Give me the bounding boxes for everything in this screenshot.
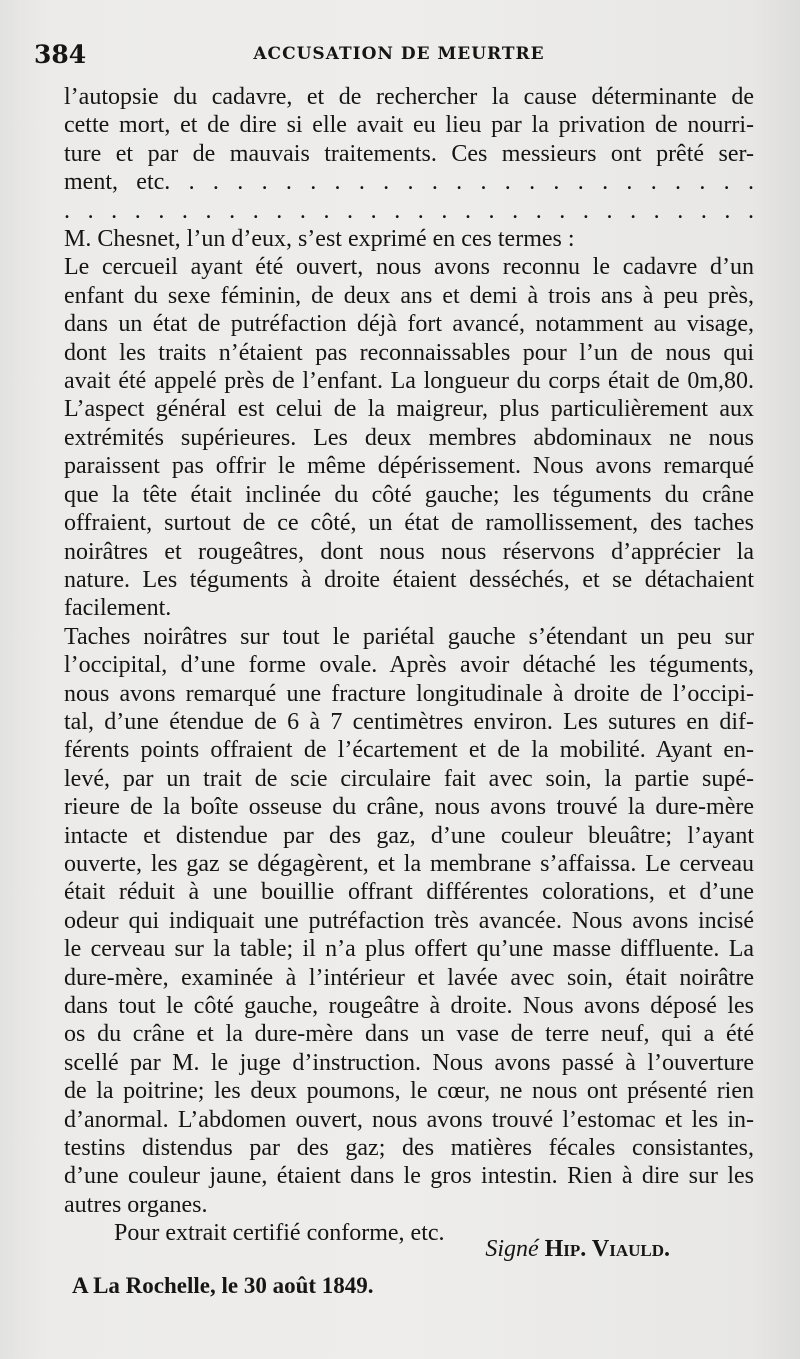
text-line: Pour extrait certifié conforme, etc. <box>114 1220 445 1247</box>
signature <box>485 1236 670 1263</box>
text-line: d’anormal. L’abdomen ouvert, nous avons trouvé l’estomac et les in- <box>64 1106 754 1133</box>
paragraph-1 <box>64 83 754 225</box>
text-line: ouverte, les gaz se dégagèrent, et la membrane s’affaissa. Le cerveau <box>64 850 754 877</box>
paragraph-4 <box>64 623 754 1220</box>
text-line: l’autopsie du cadavre, et de rechercher la cause déterminante de <box>64 84 754 110</box>
paragraph-2 <box>64 225 754 253</box>
text-line: ment, etc. . . . . . . . . . . . . . . . . . . . . . . . . <box>64 169 754 196</box>
body-text <box>64 83 754 1248</box>
text-line: os du crâne et la dure-mère dans un vase de terre neuf, qui a été <box>64 1021 754 1048</box>
signature-name: Hip. Viauld. <box>544 1236 670 1262</box>
text-line: avait été appelé près de l’enfant. La longueur du corps était de 0m,80. <box>64 368 754 395</box>
text-line: Taches noirâtres sur tout le pariétal gauche s’étendant un peu sur <box>64 623 754 650</box>
text-line: noirâtres et rougeâtres, dont nous nous réservons d’apprécier la <box>64 538 754 565</box>
text-line: que la tête était inclinée du côté gauche; les téguments du crâne <box>64 481 754 508</box>
text-line: rieure de la boîte osseuse du crâne, nous avons trouvé la dure-mère <box>64 794 754 821</box>
text-line: M. Chesnet, l’un d’eux, s’est exprimé en ces termes : <box>64 226 575 253</box>
running-title: ACCUSATION DE MEURTRE <box>253 44 545 64</box>
text-line: scellé par M. le juge d’instruction. Nous avons passé à l’ouverture <box>64 1049 754 1076</box>
text-line: autres organes. <box>64 1191 208 1218</box>
text-line: odeur qui indiquait une putréfaction très avancée. Nous avons incisé <box>64 907 754 934</box>
text-line: enfant du sexe féminin, de deux ans et demi à trois ans à peu près, <box>64 282 754 309</box>
text-line: de la poitrine; les deux poumons, le cœur, ne nous ont présenté rien <box>64 1078 754 1105</box>
place-date: A La Rochelle, le 30 août 1849. <box>72 1273 374 1298</box>
text-line: nature. Les téguments à droite étaient desséchés, et se détachaient <box>64 566 754 593</box>
text-line: dans un état de putréfaction déjà fort avancé, notamment au visage, <box>64 311 754 338</box>
text-line: le cerveau sur la table; il n’a plus offert qu’une masse diffluente. La <box>64 936 754 963</box>
text-line: dure-mère, examinée à l’intérieur et lavée avec soin, était noirâtre <box>64 964 754 991</box>
text-line: ture et par de mauvais traitements. Ces messieurs ont prêté ser- <box>64 140 754 167</box>
paragraph-3 <box>64 253 754 622</box>
text-line: intacte et distendue par des gaz, d’une couleur bleuâtre; l’ayant <box>64 822 754 849</box>
text-line: offraient, surtout de ce côté, un état de ramollissement, des taches <box>64 510 754 537</box>
text-line: d’une couleur jaune, étaient dans le gros intestin. Rien à dire sur les <box>64 1163 754 1190</box>
text-line: l’occipital, d’une forme ovale. Après avoir détaché les téguments, <box>64 652 754 679</box>
text-line: dont les traits n’étaient pas reconnaissables pour l’un de nous qui <box>64 339 754 366</box>
signature-label: Signé <box>485 1236 539 1262</box>
text-line: extrémités supérieures. Les deux membres abdominaux ne nous <box>64 424 754 451</box>
text-line: facilement. <box>64 595 172 622</box>
text-line: cette mort, et de dire si elle avait eu lieu par la privation de nourri- <box>64 112 754 139</box>
page-number: 384 <box>34 40 87 69</box>
text-line: férents points offraient de l’écartement et de la mobilité. Ayant en- <box>64 737 754 764</box>
text-line: L’aspect général est celui de la maigreur, plus particulièrement aux <box>64 396 754 423</box>
text-line: Le cercueil ayant été ouvert, nous avons reconnu le cadavre d’un <box>64 254 754 281</box>
text-line: tal, d’une étendue de 6 à 7 centimètres environ. Les sutures en dif- <box>64 708 754 735</box>
page-header <box>34 40 764 74</box>
text-line: testins distendus par des gaz; des matières fécales consistantes, <box>64 1135 754 1162</box>
text-line: . . . . . . . . . . . . . . . . . . . . . . . . . . . . . . <box>64 197 754 224</box>
text-line: nous avons remarqué une fracture longitudinale à droite de l’occipi- <box>64 680 754 707</box>
text-line: était réduit à une bouillie offrant différentes colorations, et d’une <box>64 879 754 906</box>
text-line: dans tout le côté gauche, rougeâtre à droite. Nous avons déposé les <box>64 993 754 1019</box>
text-line: levé, par un trait de scie circulaire fait avec soin, la partie supé- <box>64 765 754 792</box>
text-line: paraissent pas offrir le même dépérissement. Nous avons remarqué <box>64 453 754 480</box>
